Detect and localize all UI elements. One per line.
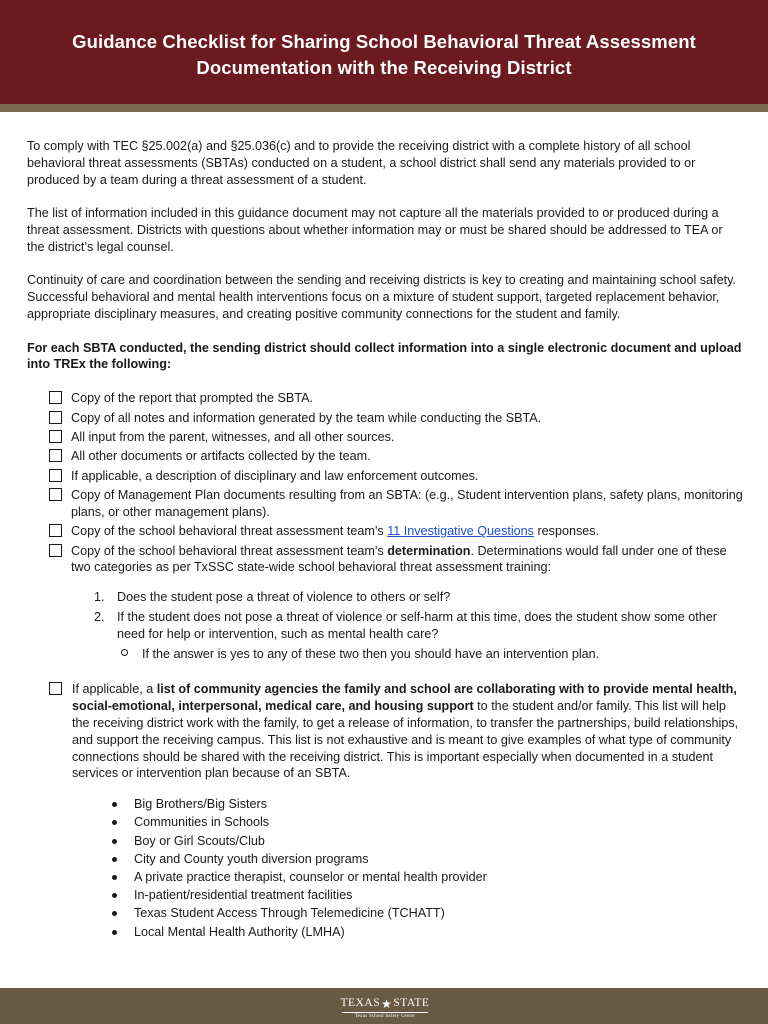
checklist-item-text: All other documents or artifacts collected by the team.	[71, 449, 371, 464]
list-item	[109, 924, 743, 941]
bullet-icon	[112, 839, 117, 844]
intro-paragraph-1: To comply with TEC §25.002(a) and §25.036(c) and to provide the receiving district with a complete history of all school behavioral threat assessments (SBTAs) conducted on a student, a school district shall send any materials provided to or produced by a team during a threat assessment of a student.	[27, 139, 696, 187]
checklist-item	[49, 448, 743, 465]
checkbox[interactable]	[49, 449, 62, 462]
community-text-post: to the student and/or family. This list will help the receiving district work with the family, to get a release of information, to transfer the partnerships, build relationships, and support the receiving campus. This list is not exhaustive and is meant to give examples of what type of community connections should be shared with the receiving district. This is important especially when documented in a student services or intervention plan because of an SBTA.	[72, 699, 739, 781]
bullet-icon	[112, 930, 117, 935]
checkbox[interactable]	[49, 524, 62, 537]
bullet-icon	[112, 857, 117, 862]
determination-term: determination	[387, 543, 471, 558]
list-item	[109, 905, 743, 922]
checkbox[interactable]	[49, 411, 62, 424]
checklist-item-text: Copy of all notes and information generated by the team while conducting the SBTA.	[71, 410, 542, 425]
checklist-item-text: Copy of Management Plan documents resulting from an SBTA: (e.g., Student intervention plans, safety plans, monitoring plans, or other management plans).	[71, 488, 743, 519]
circle-bullet-icon	[121, 649, 128, 656]
checklist	[49, 390, 743, 576]
star-icon: ★	[381, 996, 393, 1011]
list-item-text: A private practice therapist, counselor or mental health provider	[134, 870, 487, 884]
bullet-icon	[112, 893, 117, 898]
question-number: 1.	[94, 590, 105, 605]
logo-word-state: STATE	[393, 997, 430, 1009]
intro-paragraph-3: Continuity of care and coordination between the sending and receiving districts is key to creating and maintaining school safety. Successful behavioral and mental health interventions focus on a mixture of student support, targeted replacement behavior, appropriate disciplinary measures, and creating positive community connections for the student and family.	[27, 273, 736, 321]
community-text-bold: list of community agencies the family and school are collaborating with to provide mental health, social-emotional, interpersonal, medical care, and housing support	[72, 682, 737, 714]
texas-state-logo	[340, 993, 430, 1021]
checklist-item	[49, 487, 743, 521]
checkbox[interactable]	[49, 430, 62, 443]
determination-questions	[94, 589, 743, 642]
checklist-item-text: Copy of the report that prompted the SBTA.	[71, 391, 313, 406]
list-item-text: Texas Student Access Through Telemedicine (TCHATT)	[134, 906, 445, 921]
checklist-item-text-pre: Copy of the school behavioral threat assessment team’s	[71, 543, 388, 558]
question-item	[94, 589, 743, 606]
sub-bullet-text: If the answer is yes to any of these two then you should have an intervention plan.	[142, 646, 600, 661]
list-item	[109, 833, 743, 850]
logo-word-texas: TEXAS	[340, 997, 381, 1009]
checkbox[interactable]	[49, 391, 62, 404]
bullet-icon	[112, 875, 117, 880]
checklist-item	[49, 410, 743, 427]
checklist-item-text: If applicable, a description of disciplinary and law enforcement outcomes.	[71, 468, 479, 483]
list-item	[109, 814, 743, 831]
checklist-item	[49, 523, 743, 540]
checkbox[interactable]	[49, 488, 62, 501]
checkbox[interactable]	[49, 469, 62, 482]
list-item	[109, 869, 743, 886]
community-text-pre: If applicable, a	[72, 682, 157, 697]
list-item	[109, 887, 743, 904]
list-item-text: Communities in Schools	[134, 815, 270, 830]
checklist-item	[49, 429, 743, 446]
list-item-text: Big Brothers/Big Sisters	[134, 797, 267, 812]
title-line-1: Guidance Checklist for Sharing School Behavioral Threat Assessment	[72, 31, 696, 52]
list-item	[109, 796, 743, 813]
checklist-item-text-pre: Copy of the school behavioral threat assessment team’s	[71, 524, 388, 539]
list-item-text: In-patient/residential treatment facilities	[134, 888, 353, 903]
list-item-text: Local Mental Health Authority (LMHA)	[134, 924, 345, 939]
checklist-item	[49, 390, 743, 407]
logo-wordmark	[341, 997, 430, 1010]
header-band	[0, 104, 768, 112]
bullet-icon	[112, 802, 117, 807]
page-header	[0, 0, 768, 104]
bullet-icon	[112, 820, 117, 825]
sub-bullet-item	[119, 646, 743, 663]
question-text: If the student does not pose a threat of violence or self-harm at this time, does the student show some other need for help or intervention, such as mental health care?	[117, 610, 717, 641]
question-text: Does the student pose a threat of violence to others or self?	[117, 590, 451, 605]
checkbox[interactable]	[49, 682, 62, 695]
checklist-item	[49, 543, 743, 577]
checklist-item	[49, 468, 743, 485]
question-item	[94, 609, 743, 643]
checklist-lead: For each SBTA conducted, the sending district should collect information into a single electronic document and upload into TREx the following:	[27, 340, 742, 372]
list-item-text: Boy or Girl Scouts/Club	[134, 833, 265, 848]
page-title	[0, 29, 768, 81]
checkbox[interactable]	[49, 544, 62, 557]
community-examples-list	[109, 796, 743, 940]
checklist-item-text: All input from the parent, witnesses, and all other sources.	[71, 429, 395, 444]
checklist-item-text-post: . Determinations would fall under one of these two categories as per TxSSC state-wide school behavioral threat assessment training:	[71, 543, 727, 575]
title-line-2: Documentation with the Receiving District	[196, 57, 572, 78]
intro-paragraph-2: The list of information included in this guidance document may not capture all the materials provided to or produced during a threat assessment. Districts with questions about whether information may or must be shared should be addressed to TEA or the district’s legal counsel.	[27, 206, 723, 254]
list-item	[109, 851, 743, 868]
bullet-icon	[112, 911, 117, 916]
logo-subtitle: Texas School Safety Center	[354, 1014, 416, 1019]
logo-rule	[342, 1012, 428, 1013]
checklist-item-text-post: responses.	[533, 524, 600, 539]
page-footer	[0, 988, 768, 1024]
list-item-text: City and County youth diversion programs	[134, 851, 369, 866]
investigative-questions-link[interactable]: 11 Investigative Questions	[387, 524, 534, 539]
community-agencies-item	[27, 681, 743, 782]
question-number: 2.	[94, 610, 105, 625]
sub-bullet-list	[119, 646, 743, 663]
document-body	[27, 138, 743, 942]
